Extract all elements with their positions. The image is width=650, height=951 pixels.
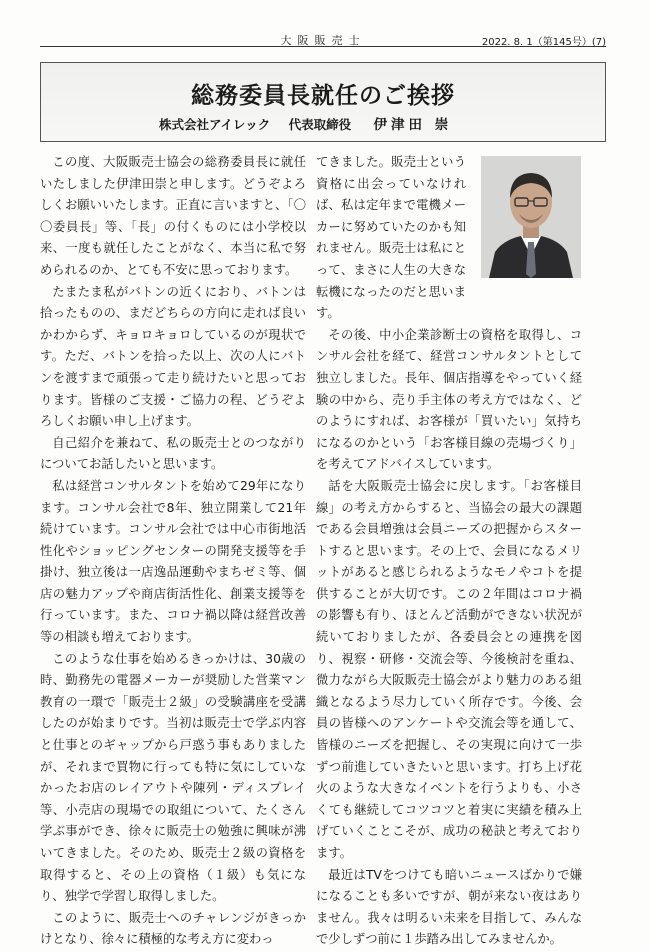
- article-title-box: [40, 62, 606, 142]
- paragraph: 話を大阪販売士協会に戻します。「お客様目線」の考え方からすると、当協会の最大の課題である会員増強は会員ニーズの把握からスタートすると思います。その上で、会員になるメリットがあると感じられるようなモノやコトを提供することが大切です。この２年間はコロナ禍の影響も有り、ほとんど活動ができない状況が続いておりましたが、各委員会との連携を図り、視察・研修・交流会等、今後検討を重ね、微力ながら大阪販売士協会がより魅力のある組織となるよう尽力していく所存です。今後、会員の皆様へのアンケートや交流会等を通して、皆様のニーズを把握し、その実現に向けて一歩ずつ前進していきたいと思います。打ち上げ花火のような大きなイベントを行うよりも、小さくても継続してコツコツと着実に実績を積み上げていくことこそが、成功の秘訣と考えております。: [316, 478, 582, 860]
- paragraph: このような仕事を始めるきっかけは、30歳の時、勤務先の電器メーカーが奨励した営業マン教育の一環で「販売士２級」の受験講座を受講したのが始まりです。当初は販売士で学ぶ内容と仕事とのギャップから戸惑う事もありましたが、それまで買物に行っても特に気にしていなかったお店のレイアウトや陳列・ディスプレイ等、小売店の現場での取組について、たくさん学ぶ事ができ、徐々に販売士の勉強に興味が沸いてきました。そのため、販売士２級の資格を取得すると、その上の資格（１級）も気になり、独学で学習し取得しました。: [40, 651, 306, 904]
- company-name: 株式会社アイレック: [159, 117, 271, 132]
- author-name: 伊津田 崇: [373, 117, 453, 133]
- issue-info: 2022. 8. 1（第145号）(7): [481, 37, 606, 48]
- paper-name: 大阪販売士: [280, 34, 366, 47]
- article-column-left: [40, 152, 306, 951]
- paragraph: 自己紹介を兼ねて、私の販売士とのつながりについてお話したいと思います。: [40, 435, 306, 472]
- paragraph: その後、中小企業診断士の資格を取得し、コンサル会社を経て、経営コンサルタントとして独立しました。長年、個店指導をやっていく経験の中から、売り手主体の考え方ではなく、どのようにすれば、お客様が「買いたい」気持ちになるのかという「お客様目線の売場づくり」を考えてアドバイスしています。: [316, 327, 582, 472]
- paragraph: 最近はTVをつけても暗いニュースばかりで嫌になることも多いですが、朝が来ない夜はありません。我々は明るい未来を目指して、みんなで少しずつ前に１歩踏み出してみませんか。: [316, 867, 582, 947]
- paragraph-continued: てきました。販売士という資格に出会っていなければ、私は定年まで電機メーカーに努めていたのかも知れません。販売士は私にとって、まさに人生の大きな転機になったのだと思います。: [316, 155, 466, 321]
- portrait-icon: [481, 156, 581, 278]
- page-header: [40, 30, 606, 47]
- paragraph: このように、販売士へのチャレンジがきっかけとなり、徐々に積極的な考え方に変わっ: [40, 910, 306, 947]
- paragraph: この度、大阪販売士協会の総務委員長に就任いたしました伊津田崇と申します。どうぞよろしくお願いいたします。正直に言いますと、「〇〇委員長」等、「長」の付くものには小学校以来、一度も就任したことがなく、本当に私で努められるのか、とても不安に思っております。: [40, 155, 306, 277]
- paragraph: たまたま私がバトンの近くにおり、バトンは拾ったものの、まだどちらの方向に走れば良いかわからず、キョロキョロしているのが現状です。ただ、バトンを拾った以上、次の人にバトンを渡すまで頑張って走り続けたいと思っております。皆様のご支援・ご協力の程、どうぞよろしくお願い申し上げます。: [40, 284, 306, 429]
- author-role: 代表取締役: [288, 117, 352, 132]
- paragraph: 私は経営コンサルタントを始めて29年になります。コンサル会社で8年、独立開業して21年続けています。コンサル会社では中心市街地活性化やショッピングセンターの開発支援等を手掛け、独立後は一店逸品運動やまちゼミ等、個店の魅力アップや商店街活性化、創業支援等を行っています。また、コロナ禍以降は経営改善等の相談も増えております。: [40, 478, 306, 645]
- author-portrait-photo: [481, 156, 581, 278]
- author-line: [159, 113, 466, 133]
- article-title: 総務委員長就任のご挨拶: [191, 82, 455, 109]
